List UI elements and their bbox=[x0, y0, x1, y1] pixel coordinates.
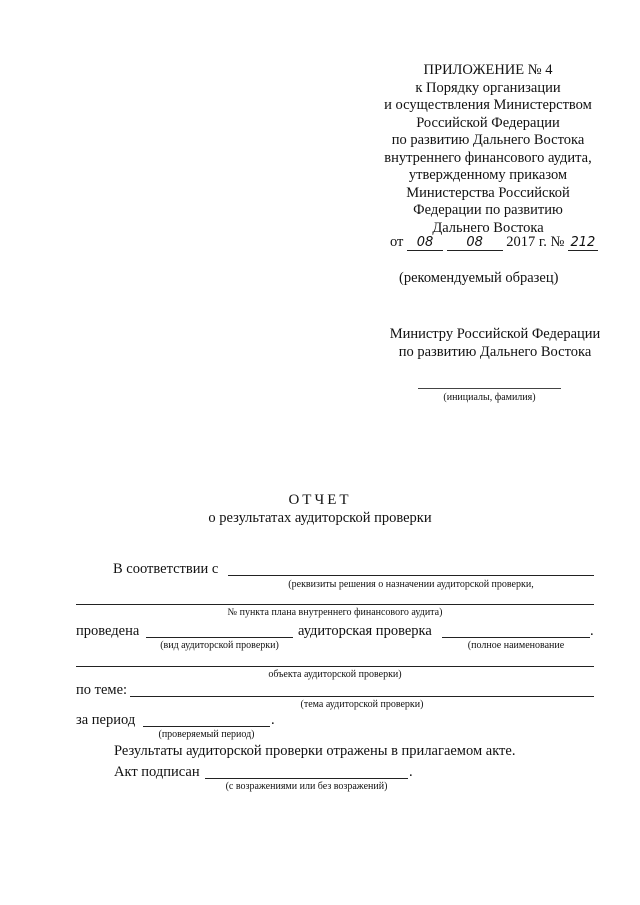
in-accordance-label: В соответствии с bbox=[113, 561, 219, 577]
order-month: 08 bbox=[447, 236, 503, 251]
audit-kind-line bbox=[146, 637, 293, 638]
appendix-line: и осуществления Министерством bbox=[384, 97, 592, 113]
appendix-line: к Порядку организации bbox=[415, 79, 561, 96]
audit-object-line bbox=[76, 666, 594, 667]
period-caption: (проверяемый период) bbox=[158, 729, 255, 740]
signed-caption: (с возражениями или без возражений) bbox=[225, 781, 388, 792]
decision-details-line bbox=[228, 575, 594, 576]
period-line bbox=[143, 726, 270, 727]
addressee-line: Министру Российской Федерации bbox=[389, 326, 601, 342]
audit-check-label: аудиторская проверка bbox=[298, 623, 432, 639]
addressee-line: по развитию Дальнего Востока bbox=[398, 344, 592, 360]
appendix-title: ПРИЛОЖЕНИЕ № 4 bbox=[423, 62, 553, 78]
appendix-line: Федерации по развитию bbox=[413, 202, 563, 218]
topic-caption: (тема аудиторской проверки) bbox=[300, 699, 424, 710]
initials-caption: (инициалы, фамилия) bbox=[443, 392, 536, 403]
plan-item-caption: № пункта плана внутреннего финансового аудита) bbox=[227, 607, 443, 618]
topic-line bbox=[130, 696, 594, 697]
conducted-label: проведена bbox=[76, 623, 140, 639]
addressee-block bbox=[370, 325, 620, 361]
signed-line-end: . bbox=[409, 764, 413, 780]
appendix-header bbox=[368, 62, 608, 237]
audit-kind-caption: (вид аудиторской проверки) bbox=[160, 640, 279, 651]
results-text: Результаты аудиторской проверки отражены в прилагаемом акте. bbox=[114, 743, 516, 759]
order-date-line bbox=[390, 234, 598, 251]
signed-label: Акт подписан bbox=[114, 764, 200, 780]
appendix-line: Российской Федерации bbox=[416, 114, 560, 131]
full-name-line bbox=[442, 637, 590, 638]
order-year: 2017 г. № bbox=[506, 234, 565, 250]
date-prefix: от bbox=[390, 234, 404, 250]
signed-line bbox=[205, 778, 408, 779]
order-number: 212 bbox=[568, 236, 598, 251]
report-title: ОТЧЕТ bbox=[288, 492, 352, 508]
appendix-line: внутреннего финансового аудита, bbox=[384, 149, 592, 166]
plan-item-line bbox=[76, 604, 594, 605]
appendix-line: по развитию Дальнего Востока bbox=[391, 132, 585, 148]
recommended-sample-note: (рекомендуемый образец) bbox=[399, 270, 559, 286]
appendix-line: Дальнего Востока bbox=[432, 219, 544, 236]
decision-details-caption: (реквизиты решения о назначении аудиторской проверки, bbox=[288, 579, 534, 590]
order-day: 08 bbox=[407, 236, 443, 251]
period-label: за период bbox=[76, 712, 136, 728]
topic-label: по теме: bbox=[76, 682, 128, 698]
appendix-line: утвержденному приказом bbox=[408, 167, 568, 183]
full-name-caption: (полное наименование bbox=[467, 640, 565, 651]
audit-object-caption: объекта аудиторской проверки) bbox=[268, 669, 402, 680]
report-subtitle: о результатах аудиторской проверки bbox=[208, 510, 432, 526]
period-line-end: . bbox=[271, 712, 275, 728]
full-name-line-end: . bbox=[590, 623, 594, 639]
initials-signature-line bbox=[418, 388, 561, 389]
appendix-line: Министерства Российской bbox=[406, 184, 570, 201]
